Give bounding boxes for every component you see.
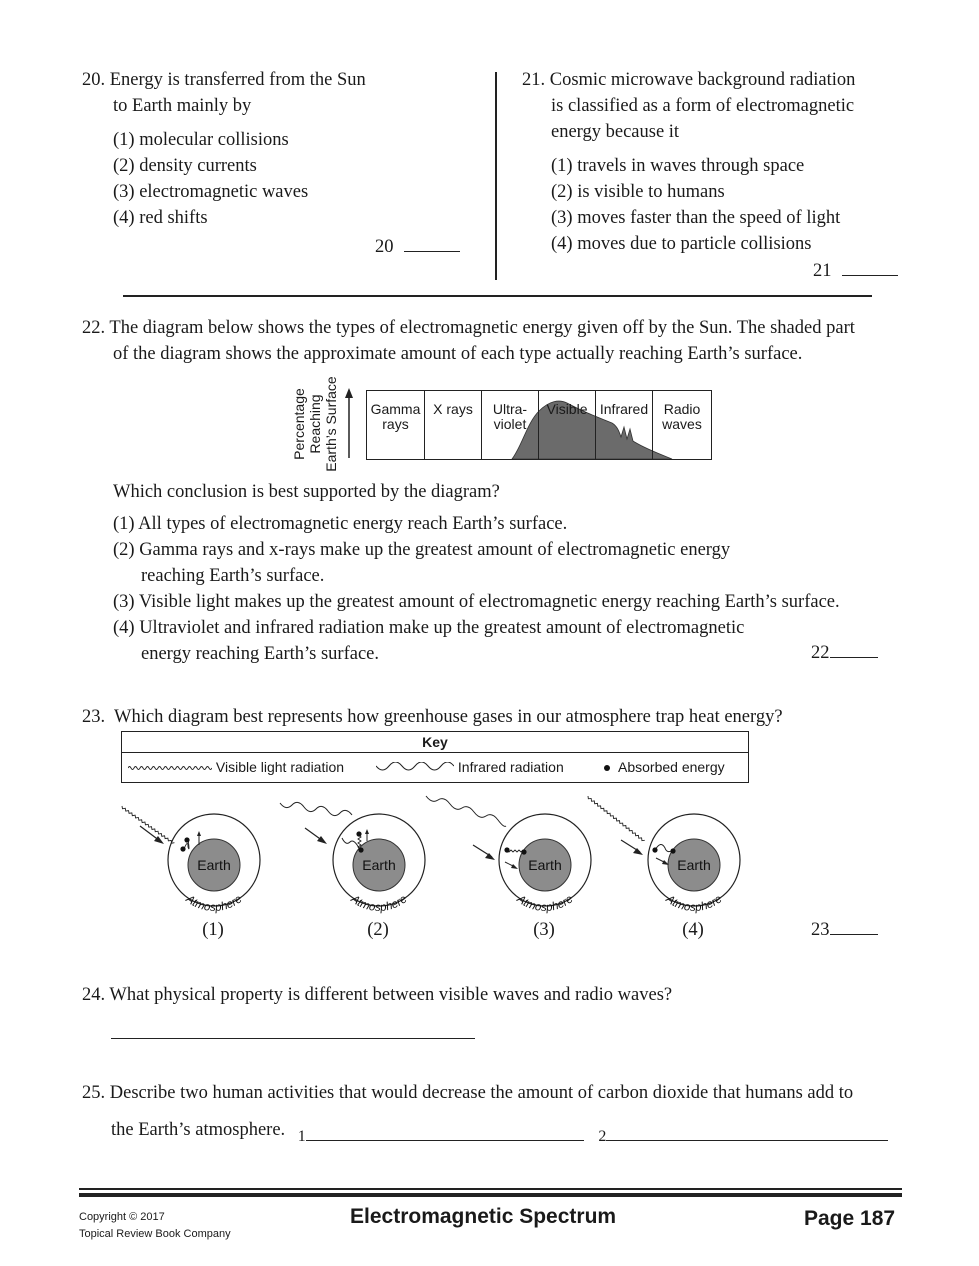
section-divider bbox=[123, 295, 872, 297]
q22-choice-2-cont: reaching Earth’s surface. bbox=[141, 566, 325, 586]
question-25 bbox=[82, 1080, 853, 1106]
key-visible: Visible light radiation bbox=[128, 753, 344, 781]
diagram-2[interactable] bbox=[280, 802, 425, 914]
svg-text:Earth: Earth bbox=[362, 857, 396, 873]
diagram-label-4[interactable]: (4) bbox=[682, 920, 704, 940]
q21-choice-4[interactable]: (4) moves due to particle collisions bbox=[551, 234, 812, 254]
footer-page-number: Page 187 bbox=[804, 1207, 896, 1230]
q22-choice-1[interactable]: (1) All types of electromagnetic energy reach Earth’s surface. bbox=[113, 514, 568, 534]
diagram-4[interactable] bbox=[587, 796, 740, 914]
q22-answer-blank[interactable] bbox=[830, 657, 878, 658]
q24-number: 24. bbox=[82, 985, 106, 1005]
spectrum-cell-xrays: X rays bbox=[425, 391, 482, 459]
question-21 bbox=[522, 67, 922, 257]
key-infrared: Infrared radiation bbox=[376, 753, 564, 781]
q21-answer-label: 21 bbox=[813, 261, 832, 281]
q20-answer-blank[interactable] bbox=[404, 251, 460, 252]
key-absorbed: Absorbed energy bbox=[604, 753, 725, 781]
q23-answer bbox=[811, 917, 878, 943]
q22-number: 22. bbox=[82, 318, 106, 338]
footer-chapter-title: Electromagnetic Spectrum bbox=[350, 1205, 617, 1228]
q25-blank1-label: 1 bbox=[297, 1128, 306, 1145]
spectrum-cell-gamma: Gamma rays bbox=[367, 391, 425, 459]
spectrum-cell-visible: Visible bbox=[539, 391, 596, 459]
question-23 bbox=[82, 704, 783, 730]
q20-choice-4[interactable]: (4) red shifts bbox=[113, 208, 208, 228]
q25-blank2-label: 2 bbox=[598, 1128, 607, 1145]
q20-choice-1[interactable]: (1) molecular collisions bbox=[113, 130, 289, 150]
footer-rule-thin bbox=[79, 1188, 902, 1190]
q22-choice-2[interactable]: (2) Gamma rays and x-rays make up the greatest amount of electromagnetic energy bbox=[113, 540, 731, 560]
svg-text:Earth: Earth bbox=[677, 857, 711, 873]
q20-choice-2[interactable]: (2) density currents bbox=[113, 156, 257, 176]
question-24 bbox=[82, 982, 672, 1008]
infrared-wave-icon bbox=[376, 762, 454, 774]
absorbed-dot-icon bbox=[604, 765, 610, 771]
visible-wave-icon bbox=[128, 763, 212, 773]
q25-blank1[interactable] bbox=[306, 1140, 584, 1141]
svg-text:Atmosphere: Atmosphere bbox=[514, 893, 576, 914]
spectrum-y-axis-label: Percentage Reaching Earth’s Surface bbox=[291, 376, 339, 472]
q22-choice-3[interactable]: (3) Visible light makes up the greatest amount of electromagnetic energy reaching Earth’s surface. bbox=[113, 592, 840, 612]
diagram-3[interactable] bbox=[426, 796, 591, 914]
q21-choice-3[interactable]: (3) moves faster than the speed of light bbox=[551, 208, 841, 228]
q21-answer-blank[interactable] bbox=[842, 275, 898, 276]
q21-choice-2[interactable]: (2) is visible to humans bbox=[551, 182, 725, 202]
q20-choice-3[interactable]: (3) electromagnetic waves bbox=[113, 182, 309, 202]
svg-text:Earth: Earth bbox=[528, 857, 562, 873]
q22-stem-line-1: 22. The diagram below shows the types of electromagnetic energy given off by the Sun. The shaded part bbox=[82, 318, 855, 338]
q20-answer bbox=[375, 234, 460, 260]
q24-answer-line[interactable] bbox=[111, 1038, 475, 1039]
diagram-label-2[interactable]: (2) bbox=[367, 920, 389, 940]
q22-stem-line-2: of the diagram shows the approximate amount of each type actually reaching Earth’s surface. bbox=[113, 344, 803, 364]
spectrum-cell-ultraviolet: Ultra- violet bbox=[482, 391, 539, 459]
q23-key bbox=[121, 731, 749, 783]
svg-text:Atmosphere: Atmosphere bbox=[663, 893, 725, 914]
svg-text:Earth: Earth bbox=[197, 857, 231, 873]
q25-number: 25. bbox=[82, 1083, 106, 1103]
q22-body bbox=[113, 479, 913, 667]
q21-stem-line-2: is classified as a form of electromagnetic bbox=[551, 96, 855, 116]
q20-stem-line-2: to Earth mainly by bbox=[113, 96, 252, 116]
q23-number: 23. bbox=[82, 707, 106, 727]
svg-text:Atmosphere: Atmosphere bbox=[183, 893, 245, 914]
diagram-1[interactable] bbox=[121, 806, 260, 914]
question-22 bbox=[82, 315, 912, 367]
footer-copyright: Copyright © 2017 Topical Review Book Company bbox=[79, 1211, 231, 1240]
y-axis-arrow-icon bbox=[342, 388, 356, 460]
spectrum-cell-infrared: Infrared bbox=[596, 391, 653, 459]
q21-stem-line-1: 21. Cosmic microwave background radiation bbox=[522, 70, 856, 90]
q22-choice-4-cont: energy reaching Earth’s surface. bbox=[141, 644, 379, 664]
q25-blank2[interactable] bbox=[606, 1140, 888, 1141]
q20-stem-line-1: 20. Energy is transferred from the Sun bbox=[82, 70, 366, 90]
q20-number: 20. bbox=[82, 70, 106, 90]
q24-stem: What physical property is different between visible waves and radio waves? bbox=[109, 985, 673, 1005]
q21-choice-1[interactable]: (1) travels in waves through space bbox=[551, 156, 805, 176]
q21-answer bbox=[813, 258, 898, 284]
q23-answer-blank[interactable] bbox=[830, 934, 878, 935]
footer-rule-thick bbox=[79, 1193, 902, 1197]
q23-answer-label: 23 bbox=[811, 920, 830, 940]
q25-stem-line-2: the Earth’s atmosphere. 1 2 bbox=[111, 1117, 888, 1144]
q22-answer-label: 22 bbox=[811, 643, 830, 663]
q22-answer bbox=[811, 640, 878, 666]
key-title: Key bbox=[122, 732, 748, 753]
question-20 bbox=[82, 67, 482, 231]
q20-answer-label: 20 bbox=[375, 237, 394, 257]
q21-stem-line-3: energy because it bbox=[551, 122, 680, 142]
q21-number: 21. bbox=[522, 70, 546, 90]
diagram-label-1[interactable]: (1) bbox=[202, 920, 224, 940]
spectrum-box bbox=[366, 390, 712, 460]
q23-stem: Which diagram best represents how greenhouse gases in our atmosphere trap heat energy? bbox=[114, 707, 783, 727]
q22-prompt: Which conclusion is best supported by the diagram? bbox=[113, 482, 500, 502]
column-divider bbox=[495, 72, 497, 280]
spectrum-cell-radio: Radio waves bbox=[662, 401, 702, 432]
q25-stem-line-1: Describe two human activities that would decrease the amount of carbon dioxide that humans add to bbox=[109, 1083, 854, 1103]
q22-choice-4[interactable]: (4) Ultraviolet and infrared radiation make up the greatest amount of electromagnetic bbox=[113, 618, 745, 638]
svg-text:Atmosphere: Atmosphere bbox=[348, 893, 410, 914]
q23-diagrams bbox=[0, 790, 979, 920]
diagram-label-3[interactable]: (3) bbox=[533, 920, 555, 940]
